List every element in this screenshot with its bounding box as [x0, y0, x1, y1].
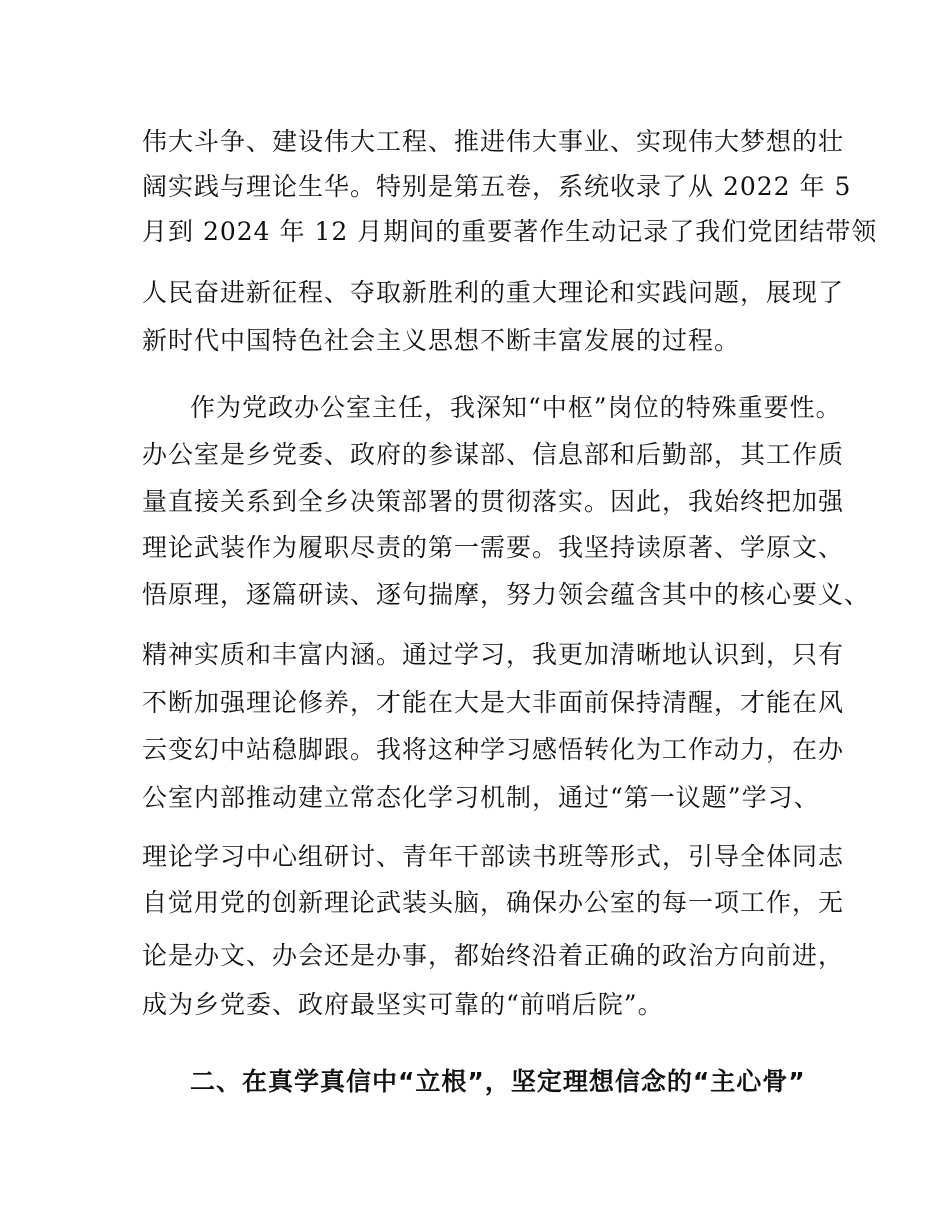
paragraph-1-line-4: 人民奋进新征程、夺取新胜利的重大理论和实践问题，展现了	[142, 278, 845, 307]
paragraph-2-line-9: 公室内部推动建立常态化学习机制，通过“第一议题”学习、	[142, 783, 820, 812]
paragraph-1-line-5: 新时代中国特色社会主义思想不断丰富发展的过程。	[142, 326, 741, 355]
paragraph-2-line-5: 悟原理，逐篇研读、逐句揣摩，努力领会蕴含其中的核心要义、	[142, 580, 871, 609]
paragraph-2-line-1: 作为党政办公室主任，我深知“中枢”岗位的特殊重要性。	[190, 393, 842, 422]
paragraph-2-line-3: 量直接关系到全乡决策部署的贯彻落实。因此，我始终把加强	[142, 487, 845, 516]
paragraph-2-line-4: 理论武装作为履职尽责的第一需要。我坚持读原著、学原文、	[142, 533, 845, 562]
paragraph-1-line-3: 月到 2024 年 12 月期间的重要著作生动记录了我们党团结带领	[142, 217, 878, 246]
paragraph-2-line-2: 办公室是乡党委、政府的参谋部、信息部和后勤部，其工作质	[142, 440, 845, 469]
paragraph-2-line-13: 成为乡党委、政府最坚实可靠的“前哨后院”。	[142, 990, 664, 1019]
paragraph-2-line-7: 不断加强理论修养，才能在大是大非面前保持清醒，才能在风	[142, 688, 845, 717]
paragraph-2-line-11: 自觉用党的创新理论武装头脑，确保办公室的每一项工作，无	[142, 888, 845, 917]
paragraph-1-line-1: 伟大斗争、建设伟大工程、推进伟大事业、实现伟大梦想的壮	[142, 127, 845, 156]
paragraph-2-line-12: 论是办文、办会还是办事，都始终沿着正确的政治方向前进，	[142, 941, 845, 970]
section-heading: 二、在真学真信中“立根”，坚定理想信念的“主心骨”	[190, 1067, 806, 1096]
paragraph-1-line-2: 阔实践与理论生华。特别是第五卷，系统收录了从 2022 年 5	[142, 172, 852, 201]
paragraph-2-line-10: 理论学习中心组研讨、青年干部读书班等形式，引导全体同志	[142, 842, 845, 871]
paragraph-2-line-6: 精神实质和丰富内涵。通过学习，我更加清晰地认识到，只有	[142, 640, 845, 669]
paragraph-2-line-8: 云变幻中站稳脚跟。我将这种学习感悟转化为工作动力，在办	[142, 735, 845, 764]
